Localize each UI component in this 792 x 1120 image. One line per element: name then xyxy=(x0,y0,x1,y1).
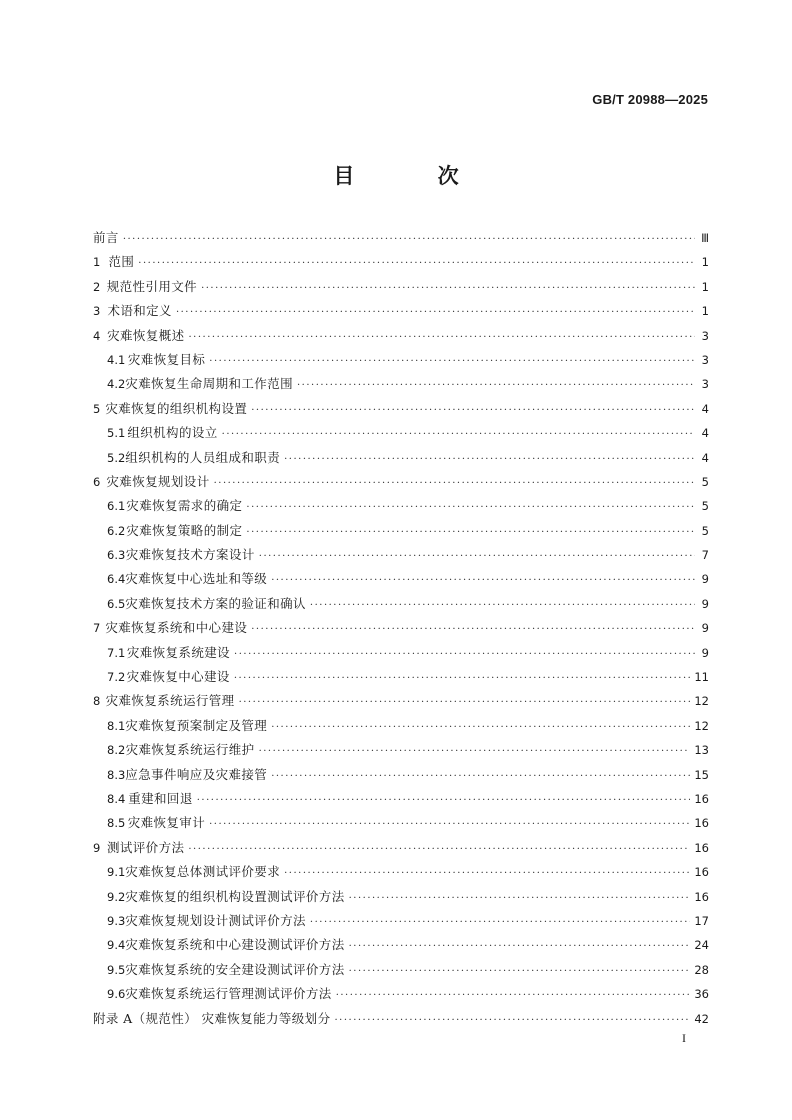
toc-entry-title: 灾难恢复技术方案的验证和确认 xyxy=(125,595,306,611)
toc-entry-page: 9 xyxy=(701,621,709,636)
toc-entry-page: 13 xyxy=(694,743,709,758)
toc-leader-dots xyxy=(310,594,695,618)
toc-entry[interactable] xyxy=(93,885,709,909)
toc-entry[interactable] xyxy=(93,421,709,445)
toc-entry[interactable] xyxy=(93,616,709,640)
toc-entry[interactable] xyxy=(93,567,709,591)
toc-entry[interactable] xyxy=(93,665,709,689)
toc-entry-number: 9.3 xyxy=(107,913,126,928)
toc-leader-dots xyxy=(176,301,695,325)
toc-entry-number: 8.2 xyxy=(107,743,126,758)
toc-entry[interactable] xyxy=(93,787,709,811)
toc-entry-title: 附录 A（规范性） 灾难恢复能力等级划分 xyxy=(93,1010,331,1026)
toc-entry-title: 灾难恢复策略的制定 xyxy=(126,522,243,538)
toc-entry-title: 灾难恢复的组织机构设置 xyxy=(105,400,248,416)
toc-entry[interactable] xyxy=(93,275,709,299)
toc-entry-number: 9.4 xyxy=(107,938,126,953)
toc-leader-dots xyxy=(349,935,691,959)
toc-entry-number: 7.2 xyxy=(107,670,126,685)
toc-leader-dots xyxy=(251,618,695,642)
toc-entry-number: 2 xyxy=(93,279,101,294)
toc-entry-number: 9 xyxy=(93,840,101,855)
page-number: I xyxy=(682,1031,686,1045)
toc-entry-page: 3 xyxy=(701,352,709,367)
toc-leader-dots xyxy=(246,521,695,545)
toc-leader-dots xyxy=(123,228,695,252)
toc-entry-number: 8.4 xyxy=(107,791,126,806)
toc-entry-number: 5.2 xyxy=(107,450,126,465)
toc-leader-dots xyxy=(271,569,695,593)
toc-entry-number: 7.1 xyxy=(107,645,126,660)
toc-entry-page: 15 xyxy=(694,767,709,782)
toc-entry-page: 4 xyxy=(701,426,709,441)
toc-entry-number: 9.1 xyxy=(107,865,126,880)
toc-entry-page: 3 xyxy=(701,377,709,392)
toc-leader-dots xyxy=(284,862,690,886)
toc-entry-title: 规范性引用文件 xyxy=(106,278,198,294)
toc-entry-page: 12 xyxy=(694,694,709,709)
toc-leader-dots xyxy=(201,277,695,301)
toc-leader-dots xyxy=(209,350,695,374)
toc-entry[interactable] xyxy=(93,519,709,543)
toc-entry-title: 灾难恢复技术方案设计 xyxy=(125,547,255,563)
toc-entry-number: 5 xyxy=(93,401,101,416)
toc-entry-title: 灾难恢复规划设计 xyxy=(106,473,210,489)
toc-leader-dots xyxy=(271,765,690,789)
toc-entry[interactable] xyxy=(93,543,709,567)
toc-leader-dots xyxy=(336,984,691,1008)
toc-leader-dots xyxy=(251,399,695,423)
toc-entry[interactable] xyxy=(93,909,709,933)
toc-leader-dots xyxy=(271,716,690,740)
toc-entry-page: 16 xyxy=(694,865,709,880)
toc-entry[interactable] xyxy=(93,226,709,250)
toc-entry-page: 5 xyxy=(701,474,709,489)
toc-entry-number: 1 xyxy=(93,255,101,270)
toc-entry[interactable] xyxy=(93,689,709,713)
toc-entry-title: 灾难恢复系统和中心建设测试评价方法 xyxy=(125,937,345,953)
toc-entry-page: 16 xyxy=(694,840,709,855)
toc-leader-dots xyxy=(189,326,696,350)
toc-entry[interactable] xyxy=(93,811,709,835)
toc-leader-dots xyxy=(349,887,691,911)
toc-leader-dots xyxy=(246,496,695,520)
toc-entry-title: 灾难恢复的组织机构设置测试评价方法 xyxy=(125,888,345,904)
toc-entry[interactable] xyxy=(93,250,709,274)
toc-entry-number: 6.2 xyxy=(107,523,126,538)
toc-entry-number: 9.2 xyxy=(107,889,126,904)
toc-leader-dots xyxy=(209,813,690,837)
toc-entry-title: 灾难恢复目标 xyxy=(127,351,206,367)
toc-entry[interactable] xyxy=(93,933,709,957)
toc-entry-title: 灾难恢复预案制定及管理 xyxy=(125,717,268,733)
toc-entry-number: 8.3 xyxy=(107,767,126,782)
table-of-contents xyxy=(93,226,709,1031)
toc-entry-number: 6.3 xyxy=(107,548,126,563)
toc-entry-title: 组织机构的设立 xyxy=(127,425,218,441)
toc-entry-number: 6 xyxy=(93,474,101,489)
toc-entry-page: 4 xyxy=(701,450,709,465)
toc-entry-number: 4.1 xyxy=(107,352,126,367)
toc-entry[interactable] xyxy=(93,446,709,470)
toc-entry-page: 42 xyxy=(694,1011,709,1026)
toc-leader-dots xyxy=(234,667,691,691)
toc-entry-number: 9.6 xyxy=(107,987,126,1002)
toc-entry-title: 灾难恢复总体测试评价要求 xyxy=(125,864,281,880)
toc-entry-number: 7 xyxy=(93,621,101,636)
toc-entry-page: 1 xyxy=(701,279,709,294)
toc-entry-title: 灾难恢复系统和中心建设 xyxy=(105,620,248,636)
toc-entry-page: 17 xyxy=(694,913,709,928)
toc-entry-page: 7 xyxy=(701,548,709,563)
toc-entry-number: 4 xyxy=(93,328,101,343)
toc-entry-number: 6.5 xyxy=(107,596,126,611)
toc-entry[interactable] xyxy=(93,1007,709,1031)
toc-leader-dots xyxy=(259,545,695,569)
toc-entry-page: 9 xyxy=(701,572,709,587)
toc-entry-title: 灾难恢复审计 xyxy=(127,815,206,831)
toc-leader-dots xyxy=(310,911,690,935)
toc-entry-title: 前言 xyxy=(93,230,119,245)
toc-leader-dots xyxy=(138,252,695,276)
toc-entry[interactable] xyxy=(93,592,709,616)
toc-entry-title: 灾难恢复系统运行管理测试评价方法 xyxy=(125,986,332,1002)
toc-entry[interactable] xyxy=(93,958,709,982)
toc-entry[interactable] xyxy=(93,348,709,372)
toc-entry-title: 灾难恢复需求的确定 xyxy=(126,498,243,514)
toc-entry-title: 灾难恢复系统运行管理 xyxy=(105,693,235,709)
toc-entry-number: 6.4 xyxy=(107,572,126,587)
toc-leader-dots xyxy=(297,374,695,398)
toc-entry-page: 5 xyxy=(701,523,709,538)
toc-entry-title: 应急事件响应及灾难接管 xyxy=(125,766,268,782)
toc-entry-title: 灾难恢复规划设计测试评价方法 xyxy=(125,912,306,928)
toc-entry-title: 灾难恢复系统的安全建设测试评价方法 xyxy=(125,961,345,977)
toc-leader-dots xyxy=(259,740,691,764)
toc-entry-page: 3 xyxy=(701,328,709,343)
toc-entry-page: Ⅲ xyxy=(701,231,709,245)
toc-entry[interactable] xyxy=(93,836,709,860)
toc-entry-page: 9 xyxy=(701,596,709,611)
toc-entry-page: 9 xyxy=(701,645,709,660)
toc-entry-page: 24 xyxy=(694,938,709,953)
toc-entry[interactable] xyxy=(93,763,709,787)
standard-number: GB/T 20988—2025 xyxy=(592,92,708,107)
toc-leader-dots xyxy=(284,448,695,472)
toc-leader-dots xyxy=(239,691,691,715)
toc-entry-number: 8.1 xyxy=(107,718,126,733)
toc-entry[interactable] xyxy=(93,494,709,518)
toc-entry[interactable] xyxy=(93,714,709,738)
page-title: 目 次 xyxy=(333,164,497,188)
toc-entry-number: 4.2 xyxy=(107,377,126,392)
toc-entry-title: 重建和回退 xyxy=(128,790,193,806)
toc-leader-dots xyxy=(234,643,695,667)
toc-entry[interactable] xyxy=(93,641,709,665)
toc-entry[interactable] xyxy=(93,372,709,396)
toc-entry[interactable] xyxy=(93,324,709,348)
toc-entry-page: 28 xyxy=(694,962,709,977)
toc-entry-title: 组织机构的人员组成和职责 xyxy=(125,449,281,465)
toc-entry-title: 测试评价方法 xyxy=(106,839,185,855)
toc-entry-title: 灾难恢复中心建设 xyxy=(126,669,230,685)
toc-entry-title: 灾难恢复概述 xyxy=(107,327,185,343)
toc-entry[interactable] xyxy=(93,299,709,323)
toc-entry-title: 灾难恢复生命周期和工作范围 xyxy=(125,376,293,392)
toc-entry[interactable] xyxy=(93,397,709,421)
toc-entry-page: 16 xyxy=(694,889,709,904)
toc-entry-number: 5.1 xyxy=(107,426,126,441)
toc-entry-page: 16 xyxy=(694,816,709,831)
toc-leader-dots xyxy=(214,472,695,496)
toc-entry-page: 1 xyxy=(701,255,709,270)
toc-entry-number: 3 xyxy=(93,304,101,319)
toc-leader-dots xyxy=(334,1009,690,1033)
toc-entry-page: 16 xyxy=(694,791,709,806)
toc-entry-page: 5 xyxy=(701,499,709,514)
toc-entry[interactable] xyxy=(93,860,709,884)
toc-leader-dots xyxy=(188,838,690,862)
toc-entry-page: 1 xyxy=(701,304,709,319)
toc-entry-title: 范围 xyxy=(108,254,135,270)
toc-entry-page: 36 xyxy=(694,987,709,1002)
toc-entry-page: 11 xyxy=(694,670,709,685)
toc-leader-dots xyxy=(222,423,695,447)
toc-entry[interactable] xyxy=(93,470,709,494)
toc-entry-number: 6.1 xyxy=(107,499,126,514)
toc-entry[interactable] xyxy=(93,982,709,1006)
toc-entry-number: 8 xyxy=(93,694,101,709)
toc-entry-page: 4 xyxy=(701,401,709,416)
toc-entry-number: 9.5 xyxy=(107,962,126,977)
toc-leader-dots xyxy=(349,960,691,984)
toc-entry-number: 8.5 xyxy=(107,816,126,831)
toc-entry-page: 12 xyxy=(694,718,709,733)
toc-entry-title: 灾难恢复系统运行维护 xyxy=(125,742,255,758)
toc-entry[interactable] xyxy=(93,738,709,762)
toc-entry-title: 术语和定义 xyxy=(107,303,172,319)
toc-leader-dots xyxy=(197,789,691,813)
toc-entry-title: 灾难恢复中心选址和等级 xyxy=(125,571,268,587)
toc-entry-title: 灾难恢复系统建设 xyxy=(126,644,231,660)
